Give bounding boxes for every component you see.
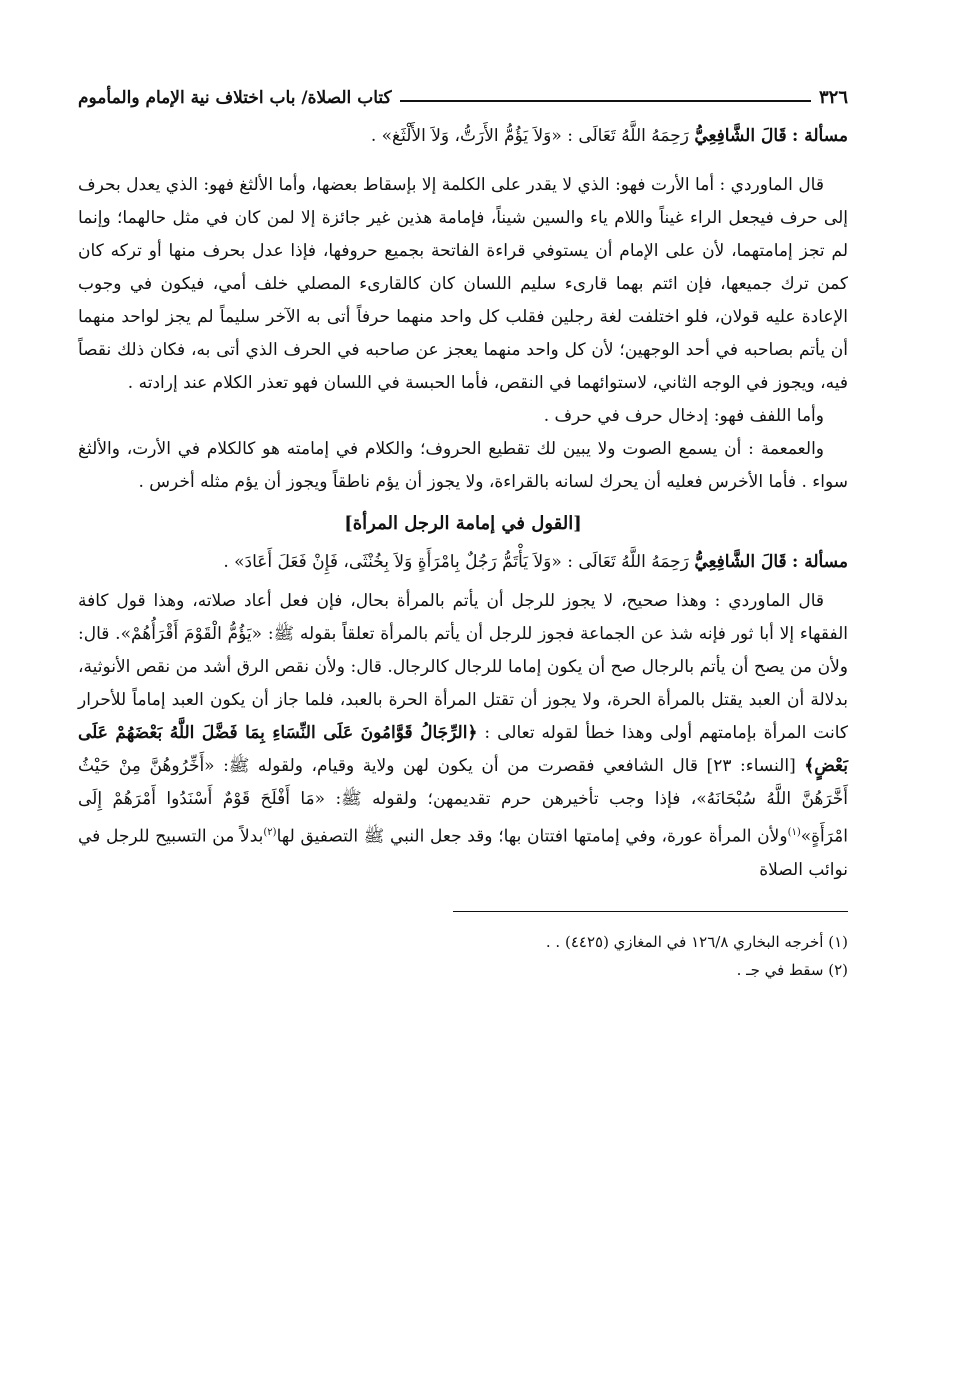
quran-verse: ﴿الرِّجَالُ قَوَّامُونَ عَلَى النِّسَاءِ بِمَا فَضَّلَ اللَّهُ بَعْضَهُمْ عَلَى بَعْضٍ﴾ <box>78 723 848 776</box>
masala-2-text: رَحِمَهُ اللَّهُ تَعَالَى : «وَلاَ يَأْتَمُّ رَجُلٌ بِامْرَأَةٍ وَلاَ بِخُنْثَى، فَإِنْ فَعَلَ أَعَادَ» . <box>223 552 689 572</box>
footnote-2: (٢) سقط في جـ . <box>736 960 848 979</box>
masala-1 <box>78 120 848 153</box>
paragraph-part-3: ولأن المرأة عورة، وفي إمامتها افتتان بها؛ وقد جعل النبي ﷺ التصفيق لها <box>276 826 788 847</box>
paragraph-part-4: بدلاً من التسبيح للرجل في نوائب الصلاة <box>78 826 848 880</box>
masala-1-speaker: قَالَ الشَّافِعِيُّ <box>694 126 787 146</box>
footnote-ref-2: (٢) <box>263 827 277 838</box>
paragraph-lafaf: وأما اللفف فهو: إدخال حرف في حرف . <box>543 406 824 426</box>
section-heading: [القول في إمامة الرجل المرأة] <box>344 513 582 534</box>
paragraph-part-1: قال الماوردي : وهذا صحيح، لا يجوز للرجل أن يأتم بالمرأة بحال، فإن فعل أعاد صلاته، وهذا قول كافة الفقهاء إلا أبا ثور فإنه شذ عن الجماعة فجوز للرجل أن يأتم بالمرأة تعلقاً بقوله ﷺ: «يَؤُمُّ الْقَوْمَ أَقْرَأُهُمْ». قال: ولأن من يصح أن يأتم بالرجال صح أن يكون إماما للرجال كالرجال. قال: ولأن نقص الرق أشد من نقص الأنوثية، بدلالة أن العبد يقتل بالمرأة الحرة، ولا يجوز أن تقتل المرأة الحرة بالعبد، فلما جاز أن يكون العبد إماماً للأحرار كانت المرأة بإمامتهم أولى وهذا خطأ لقوله تعالى : <box>78 591 849 743</box>
footnote-rule <box>453 911 848 912</box>
book-page <box>78 78 848 984</box>
footnotes <box>78 928 848 984</box>
page-number: ٣٢٦ <box>818 87 848 108</box>
masala-1-label: مسألة : <box>792 126 848 146</box>
paragraph-amama: والعمعمة : أن يسمع الصوت ولا يبين لك تقطيع الحروف؛ والكلام في إمامته هو كالكلام في الأرت، والألثغ سواء . فأما الأخرس فعليه أن يحرك لسانه بالقراءة، ولا يجوز أن يؤم ناطقاً ويجوز أن يؤم مثله أخرس . <box>78 439 848 492</box>
running-header <box>78 78 848 108</box>
paragraph-arat: قال الماوردي : أما الأرت فهو: الذي لا يقدر على الكلمة إلا بإسقاط بعضها، وأما الألثغ فهو: الذي يعدل بحرف إلى حرف فيجعل الراء غيناً واللام ياء والسين شيناً، فإمامة هذين غير جائزة إلا لمن كان في مثل حالهما؛ وإنما لم تجز إمامتهما، لأن على الإمام أن يستوفي قراءة الفاتحة بجميع حروفها، فإذا عدل بحرف منها أو تركه كان كمن ترك جميعها، فإن ائتم بهما قارىء سليم اللسان كان كالقارىء المصلي خلف أمي، فيكون في وجوب الإعادة عليه قولان، فلو اختلفت لغة رجلين فقلب كل واحد منهما حرفاً أتى به الآخر سليماً لم يجز لواحد منهما أن يأتم بصاحبه في أحد الوجهين؛ لأن كل واحد منهما يعجز عن صاحبه في الحرف الذي أتى به، فكان ذلك نقصاً فيه، ويجوز في الوجه الثاني، لاستوائهما في النقص، فأما الحبسة في اللسان فهو تعذر الكلام عند إرادته . <box>78 175 848 393</box>
header-rule <box>400 100 811 102</box>
chapter-title: كتاب الصلاة/ باب اختلاف نية الإمام والمأموم <box>78 88 392 108</box>
footnote-ref-1: (١) <box>787 827 801 838</box>
masala-2 <box>78 546 848 579</box>
paragraph-part-2: [النساء: ٢٣] قال الشافعي فقصرت من أن يكون لهن ولاية وقيام، ولقوله ﷺ: «أَخِّرُوهُنَّ مِنْ حَيْثُ أَخَّرَهُنَّ اللَّهُ سُبْحَانَهُ»، فإذا وجب تأخيرهن حرم تقديمهن؛ ولقوله ﷺ: «مَا أَفْلَحَ قَوْمٌ أَسْنَدُوا أَمْرَهُمْ إِلَى امْرَأَةٍ» <box>78 756 848 847</box>
masala-2-speaker: قَالَ الشَّافِعِيُّ <box>694 552 787 572</box>
masala-2-label: مسألة : <box>792 552 848 572</box>
masala-1-text: رَحِمَهُ اللَّهُ تَعَالَى : «وَلاَ يَؤُمُّ الأَرَتُّ، وَلاَ الأَلْثَغ» . <box>370 126 689 146</box>
paragraph-imamat-marah <box>78 585 848 887</box>
footnote-1: (١) أخرجه البخاري ١٢٦/٨ في المغازي (٤٤٢٥) . . <box>545 932 848 951</box>
